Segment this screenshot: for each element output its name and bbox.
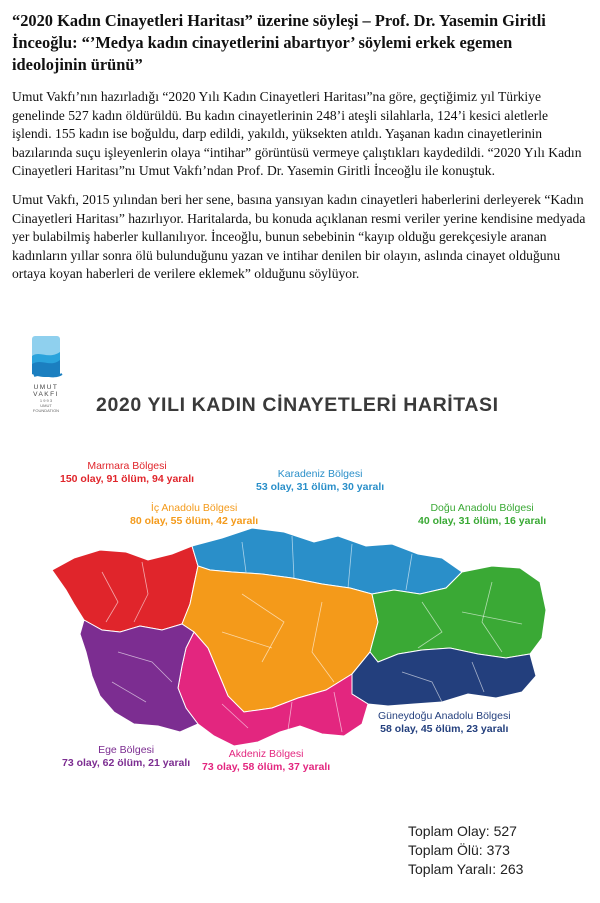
marmara-stats: 150 olay, 91 ölüm, 94 yaralı — [60, 473, 195, 485]
marmara-name: Marmara Bölgesi — [87, 460, 167, 472]
total-deaths: Toplam Ölü: 373 — [408, 842, 510, 858]
total-events: Toplam Olay: 527 — [408, 823, 517, 839]
akdeniz-stats: 73 olay, 58 ölüm, 37 yaralı — [202, 761, 331, 773]
dogu-anadolu-stats: 40 olay, 31 ölüm, 16 yaralı — [418, 515, 547, 527]
map-title: 2020 YILI KADIN CİNAYETLERİ HARİTASI — [96, 394, 499, 416]
ic-anadolu-name: İç Anadolu Bölgesi — [150, 502, 238, 514]
region-marmara — [52, 546, 198, 632]
label-akdeniz — [202, 748, 330, 774]
logo-name-2: VAKFI — [33, 391, 59, 398]
label-marmara — [60, 460, 194, 486]
label-karadeniz — [256, 468, 384, 494]
label-guneydogu — [378, 710, 511, 736]
article-paragraph-2: Umut Vakfı, 2015 yılından beri her sene, basına yansıyan kadın cinayetleri haberlerini derleyerek “Kadın Cinayetleri Haritası” hazırlıyor. Haritalarda, bu konuda açıklanan resmi veriler yerine kendisine medyada yer bulabilmiş haberler kullanılıyor. İnceoğlu, bunun sebebinin “kayıp olduğu gerekçesiyle aranan kadınların yıllar sonra ölü bulunduğunu yazan ve intihar denilen bir olayın, aslında cinayet olduğunu ortaya koyan haberleri de verilere eklemek” olduğunu söylüyor. — [12, 191, 586, 282]
akdeniz-name: Akdeniz Bölgesi — [228, 748, 304, 760]
logo-name: UMUT — [33, 384, 59, 391]
logo-sub-1: UMUT — [40, 403, 52, 408]
article-headline: “2020 Kadın Cinayetleri Haritası” üzerine söyleşi – Prof. Dr. Yasemin Giritli İnceoğlu: “’Medya kadın cinayetlerini abartıyor’ söylemi erkek egemen ideolojinin ürünü” — [12, 11, 546, 74]
logo-sub-2: FOUNDATION — [32, 408, 60, 413]
article-paragraph-1: Umut Vakfı’nın hazırladığı “2020 Yılı Kadın Cinayetleri Haritası”na göre, geçtiğimiz yıl Türkiye genelinde 527 kadın öldürüldü. Bu kadın cinayetlerinin 248’i ateşli silahlarla, 124’i kesici aletlerle işlendi. 155 kadın ise boğuldu, darp edildi, yakıldı, yüksekten atıldı. Yaşanan kadın cinayetlerinin bazılarında suçu işleyenlerin olaya “intihar” görüntüsü vermeye çalıştıkları kaydedildi. “2020 Yılı Kadın Cinayetleri Haritası”nı Umut Vakfı’ndan Prof. Dr. Yasemin Giritli İnceoğlu ile konuştuk. — [12, 89, 582, 179]
karadeniz-stats: 53 olay, 31 ölüm, 30 yaralı — [256, 481, 385, 493]
article — [12, 10, 588, 294]
dogu-anadolu-name: Doğu Anadolu Bölgesi — [430, 502, 534, 514]
logo-year: 1 9 9 3 — [39, 398, 53, 403]
totals-block — [408, 822, 523, 879]
region-ege — [80, 620, 198, 732]
label-ege — [62, 744, 190, 770]
ege-stats: 73 olay, 62 ölüm, 21 yaralı — [62, 757, 191, 769]
label-ic-anadolu — [130, 502, 258, 528]
karadeniz-name: Karadeniz Bölgesi — [277, 468, 363, 480]
total-injured: Toplam Yaralı: 263 — [408, 861, 524, 877]
femicide-map-infographic — [22, 332, 582, 892]
guneydogu-name: Güneydoğu Anadolu Bölgesi — [378, 710, 511, 722]
label-dogu-anadolu — [418, 502, 546, 528]
ege-name: Ege Bölgesi — [98, 744, 155, 756]
guneydogu-stats: 58 olay, 45 ölüm, 23 yaralı — [380, 723, 509, 735]
turkey-regions-map — [22, 332, 582, 892]
ic-anadolu-stats: 80 olay, 55 ölüm, 42 yaralı — [130, 515, 259, 527]
